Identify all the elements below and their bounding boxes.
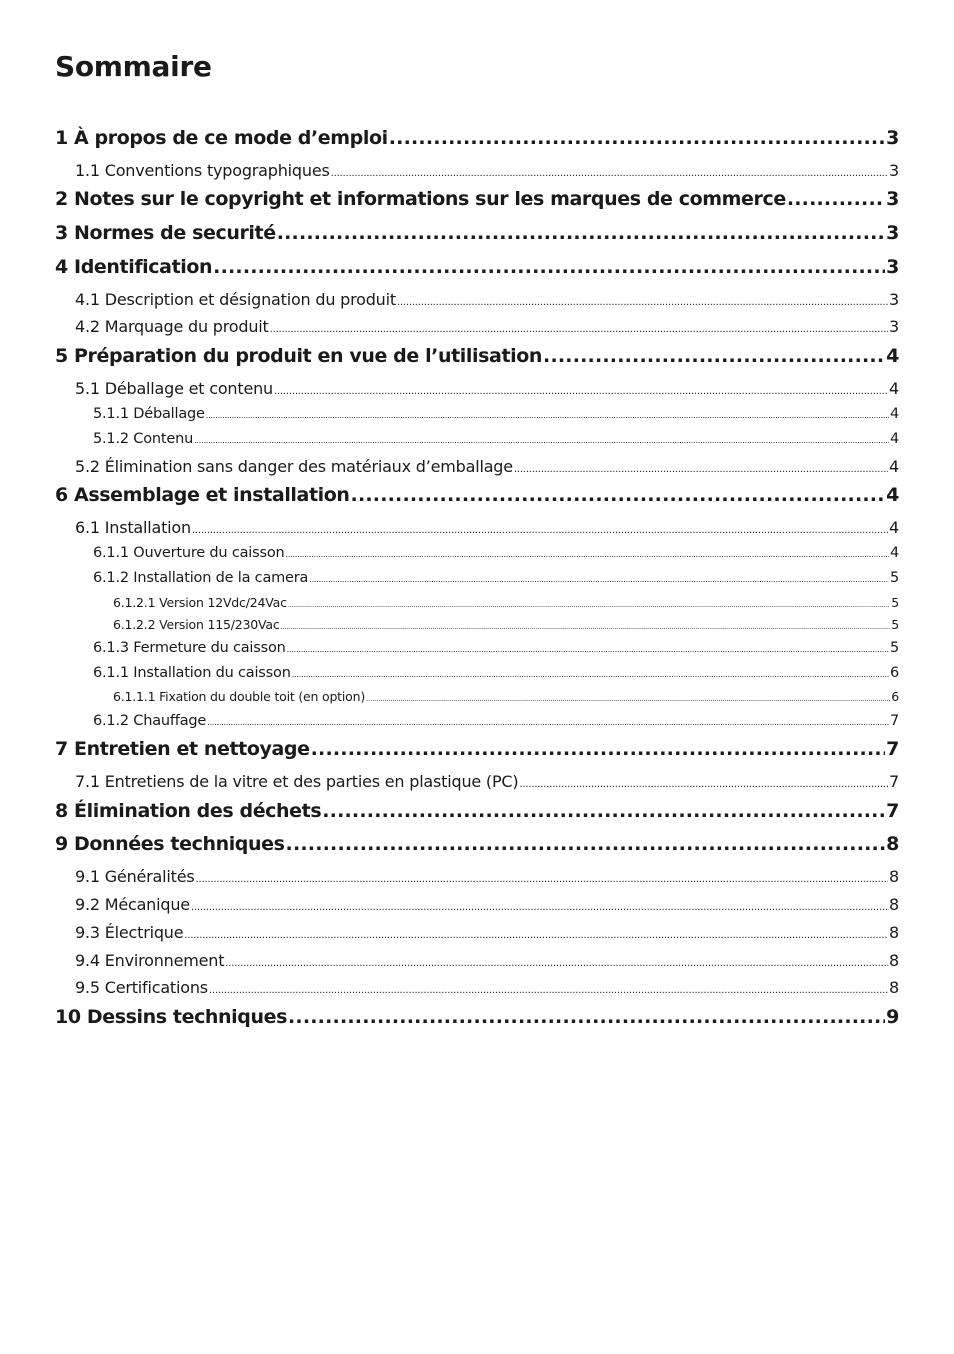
toc-leader-dots: [274, 386, 888, 397]
toc-leader-dots: [389, 127, 885, 149]
toc-entry-title: 8 Élimination des déchets: [55, 800, 322, 822]
toc-page-number: 4: [889, 431, 899, 447]
toc-leader-dots: [288, 601, 890, 609]
toc-leader-dots: [351, 484, 886, 506]
toc-leader-dots: [270, 324, 888, 335]
toc-entry-title: 2 Notes sur le copyright et informations sur les marques de commerce: [55, 188, 786, 210]
toc-entry[interactable]: [113, 595, 899, 610]
toc-leader-dots: [311, 738, 886, 760]
toc-leader-dots: [194, 436, 889, 445]
toc-entry[interactable]: [75, 317, 899, 336]
toc-entry[interactable]: [75, 895, 899, 914]
toc-entry[interactable]: [93, 406, 899, 422]
toc-entry[interactable]: [75, 457, 899, 476]
toc-leader-dots: [292, 670, 889, 679]
toc-entry[interactable]: [75, 923, 899, 942]
toc-entry-title: 5 Préparation du produit en vue de l’utilisation: [55, 345, 543, 367]
toc-page-number: 9: [886, 1006, 899, 1028]
toc-entry[interactable]: [55, 484, 899, 506]
toc-entry[interactable]: [55, 345, 899, 367]
toc-page-number: 5: [891, 617, 899, 632]
toc-entry[interactable]: [75, 379, 899, 398]
toc-leader-dots: [196, 874, 889, 885]
toc-page-number: 8: [889, 923, 899, 942]
toc-page-number: 8: [889, 867, 899, 886]
toc-entry[interactable]: [93, 713, 899, 729]
toc-entry[interactable]: [55, 127, 899, 149]
toc-leader-dots: [285, 550, 888, 559]
toc-page-number: 3: [889, 317, 899, 336]
toc-entry-title: 6.1.1 Installation du caisson: [93, 665, 291, 681]
toc-leader-dots: [213, 256, 885, 278]
toc-entry[interactable]: [113, 689, 899, 704]
toc-entry[interactable]: [75, 951, 899, 970]
toc-leader-dots: [309, 575, 889, 584]
toc-entry[interactable]: [75, 867, 899, 886]
toc-leader-dots: [191, 902, 888, 913]
toc-entry[interactable]: [55, 833, 899, 855]
toc-page-number: 5: [889, 570, 899, 586]
toc-page-number: 4: [886, 484, 899, 506]
toc-leader-dots: [225, 958, 888, 969]
toc-page-number: 3: [889, 290, 899, 309]
toc-page-number: 6: [891, 689, 899, 704]
toc-page-number: 7: [889, 772, 899, 791]
toc-leader-dots: [184, 930, 888, 941]
toc-entry[interactable]: [75, 290, 899, 309]
toc-entry-title: 6 Assemblage et installation: [55, 484, 350, 506]
toc-entry[interactable]: [55, 256, 899, 278]
toc-entry-title: 9.3 Électrique: [75, 923, 184, 942]
toc-entry-title: 6.1.2 Chauffage: [93, 713, 207, 729]
toc-entry[interactable]: [55, 222, 899, 244]
toc-leader-dots: [322, 800, 885, 822]
toc-page-number: 8: [889, 978, 899, 997]
toc-page-number: 8: [886, 833, 899, 855]
toc-page-number: 3: [886, 256, 899, 278]
toc-page-number: 7: [886, 800, 899, 822]
toc-page-number: 4: [886, 345, 899, 367]
toc-entry[interactable]: [75, 772, 899, 791]
toc-entry-title: 5.1.1 Déballage: [93, 406, 205, 422]
toc-leader-dots: [288, 1006, 885, 1028]
toc-page-number: 5: [891, 595, 899, 610]
toc-leader-dots: [209, 985, 888, 996]
toc-leader-dots: [287, 645, 889, 654]
toc-entry-title: 9.2 Mécanique: [75, 895, 190, 914]
toc-leader-dots: [286, 833, 886, 855]
toc-entry-title: 4.1 Description et désignation du produit: [75, 290, 396, 309]
toc-entry-title: 6.1 Installation: [75, 518, 191, 537]
toc-leader-dots: [787, 188, 885, 210]
toc-entry[interactable]: [93, 570, 899, 586]
page-title: Sommaire: [55, 50, 212, 83]
toc-leader-dots: [543, 345, 885, 367]
toc-entry[interactable]: [93, 640, 899, 656]
toc-entry-title: 7.1 Entretiens de la vitre et des parties en plastique (PC): [75, 772, 519, 791]
toc-page-number: 3: [886, 188, 899, 210]
toc-entry[interactable]: [75, 518, 899, 537]
toc-entry-title: 5.1.2 Contenu: [93, 431, 194, 447]
toc-page-number: 8: [889, 951, 899, 970]
toc-leader-dots: [192, 525, 888, 536]
toc-entry-title: 1.1 Conventions typographiques: [75, 161, 330, 180]
toc-page-number: 8: [889, 895, 899, 914]
toc-page-number: 4: [889, 545, 899, 561]
toc-entry[interactable]: [93, 431, 899, 447]
toc-page-number: 7: [889, 713, 899, 729]
toc-entry-title: 3 Normes de securité: [55, 222, 276, 244]
toc-page-number: 6: [889, 665, 899, 681]
toc-entry-title: 6.1.2.1 Version 12Vdc/24Vac: [113, 595, 287, 610]
toc-entry[interactable]: [55, 738, 899, 760]
toc-entry-title: 1 À propos de ce mode d’emploi: [55, 127, 388, 149]
toc-entry-title: 6.1.1.1 Fixation du double toit (en option): [113, 689, 366, 704]
toc-leader-dots: [514, 464, 888, 475]
toc-page-number: 3: [886, 127, 899, 149]
toc-entry-title: 9.5 Certifications: [75, 978, 208, 997]
toc-entry-title: 10 Dessins techniques: [55, 1006, 288, 1028]
toc-entry[interactable]: [55, 188, 899, 210]
toc-entry-title: 9 Données techniques: [55, 833, 285, 855]
toc-leader-dots: [277, 222, 885, 244]
toc-entry[interactable]: [113, 617, 899, 632]
toc-page-number: 4: [889, 518, 899, 537]
toc-page-number: 5: [889, 640, 899, 656]
toc-entry-title: 6.1.2 Installation de la camera: [93, 570, 309, 586]
toc-leader-dots: [207, 718, 889, 727]
toc-leader-dots: [519, 779, 888, 790]
toc-page-number: 7: [886, 738, 899, 760]
toc-entry[interactable]: [55, 800, 899, 822]
toc-entry[interactable]: [75, 161, 899, 180]
toc-entry-title: 6.1.3 Fermeture du caisson: [93, 640, 286, 656]
toc-page-number: 4: [889, 379, 899, 398]
toc-entry-title: 4 Identification: [55, 256, 213, 278]
toc-entry-title: 5.1 Déballage et contenu: [75, 379, 273, 398]
toc-entry-title: 5.2 Élimination sans danger des matériaux d’emballage: [75, 457, 513, 476]
toc-entry-title: 9.1 Généralités: [75, 867, 195, 886]
toc-leader-dots: [366, 695, 890, 703]
toc-leader-dots: [331, 168, 888, 179]
toc-entry[interactable]: [55, 1006, 899, 1028]
toc-leader-dots: [281, 623, 891, 631]
toc-entry-title: 7 Entretien et nettoyage: [55, 738, 310, 760]
toc-entry[interactable]: [75, 978, 899, 997]
toc-leader-dots: [206, 411, 889, 420]
toc-entry-title: 4.2 Marquage du produit: [75, 317, 269, 336]
toc-page-number: 3: [886, 222, 899, 244]
toc-page-number: 4: [889, 406, 899, 422]
toc-entry[interactable]: [93, 665, 899, 681]
toc-page-number: 4: [889, 457, 899, 476]
toc-entry-title: 9.4 Environnement: [75, 951, 225, 970]
toc-page-number: 3: [889, 161, 899, 180]
toc-leader-dots: [397, 297, 888, 308]
toc-entry-title: 6.1.1 Ouverture du caisson: [93, 545, 285, 561]
toc-entry-title: 6.1.2.2 Version 115/230Vac: [113, 617, 280, 632]
toc-entry[interactable]: [93, 545, 899, 561]
